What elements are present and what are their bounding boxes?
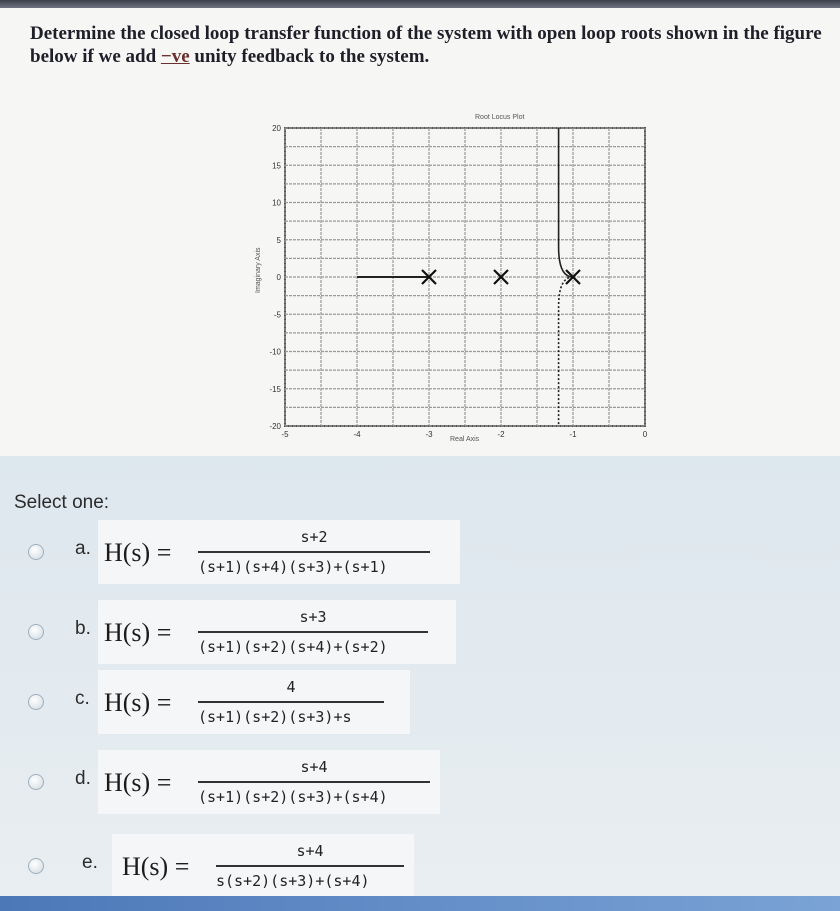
plot-ylabel: Imaginary Axis bbox=[255, 247, 262, 293]
option-a-numerator: s+2 bbox=[300, 528, 328, 546]
option-b-numerator: s+3 bbox=[299, 608, 327, 626]
option-c-letter: c. bbox=[75, 688, 90, 709]
option-e-denominator: s(s+2)(s+3)+(s+4) bbox=[216, 872, 370, 890]
option-e-numerator: s+4 bbox=[296, 842, 324, 860]
question-text bbox=[30, 22, 830, 68]
option-c-denominator: (s+1)(s+2)(s+3)+s bbox=[198, 708, 352, 726]
taskbar-strip bbox=[0, 896, 840, 911]
x-tick-label: -5 bbox=[281, 430, 289, 439]
x-tick-label: -4 bbox=[353, 430, 361, 439]
option-c[interactable] bbox=[0, 670, 840, 730]
option-d-formula bbox=[98, 750, 440, 814]
y-tick-label: 10 bbox=[272, 198, 281, 208]
option-c-lhs: H(s) = bbox=[104, 688, 172, 717]
plot-xlabel: Real Axis bbox=[450, 436, 480, 443]
option-d-numerator: s+4 bbox=[300, 758, 328, 776]
question-text-after: unity feedback to the system. bbox=[189, 46, 430, 67]
radio-option-e[interactable] bbox=[28, 858, 44, 874]
option-a-letter: a. bbox=[75, 538, 91, 559]
radio-option-a[interactable] bbox=[28, 544, 44, 560]
root-locus-figure bbox=[250, 108, 670, 453]
option-e-letter: e. bbox=[82, 852, 98, 873]
option-b[interactable] bbox=[0, 600, 840, 660]
option-a-fraction-line bbox=[198, 551, 430, 553]
option-a-denominator: (s+1)(s+4)(s+3)+(s+1) bbox=[198, 558, 388, 576]
plot-title: Root Locus Plot bbox=[475, 114, 525, 121]
option-e[interactable] bbox=[0, 834, 840, 894]
option-d-letter: d. bbox=[75, 768, 91, 789]
answer-panel bbox=[0, 456, 840, 911]
radio-option-d[interactable] bbox=[28, 774, 44, 790]
negative-feedback-mark: −ve bbox=[160, 46, 190, 67]
y-tick-label: 20 bbox=[272, 124, 281, 133]
option-d-lhs: H(s) = bbox=[104, 768, 172, 797]
option-b-fraction-line bbox=[198, 631, 428, 633]
option-b-letter: b. bbox=[75, 618, 91, 639]
y-tick-label: -15 bbox=[269, 384, 281, 394]
y-tick-label: 5 bbox=[276, 235, 281, 245]
option-e-lhs: H(s) = bbox=[122, 852, 190, 881]
option-c-numerator: 4 bbox=[286, 678, 296, 696]
y-tick-label: -5 bbox=[273, 310, 281, 320]
radio-option-c[interactable] bbox=[28, 694, 44, 710]
radio-option-b[interactable] bbox=[28, 624, 44, 640]
question-text-before: Determine the closed loop transfer function of the system with open loop roots shown in the figure below if we add bbox=[30, 23, 822, 67]
question-panel bbox=[0, 8, 840, 456]
option-b-denominator: (s+1)(s+2)(s+4)+(s+2) bbox=[198, 638, 388, 656]
option-c-fraction-line bbox=[198, 701, 384, 703]
option-b-lhs: H(s) = bbox=[104, 618, 172, 647]
y-tick-label: 0 bbox=[276, 273, 281, 282]
x-tick-label: 0 bbox=[642, 430, 648, 439]
y-tick-label: -10 bbox=[269, 347, 281, 357]
option-a-formula bbox=[98, 520, 460, 584]
y-tick-label: 15 bbox=[272, 161, 281, 171]
x-tick-label: -2 bbox=[497, 430, 505, 439]
option-d[interactable] bbox=[0, 750, 840, 810]
root-locus-plot bbox=[250, 108, 670, 453]
option-a[interactable] bbox=[0, 520, 840, 580]
option-c-formula bbox=[98, 670, 410, 734]
option-e-fraction-line bbox=[216, 865, 404, 867]
option-b-formula bbox=[98, 600, 456, 664]
x-tick-label: -3 bbox=[425, 430, 433, 439]
select-one-label: Select one: bbox=[14, 492, 110, 513]
option-d-denominator: (s+1)(s+2)(s+3)+(s+4) bbox=[198, 788, 388, 806]
option-a-lhs: H(s) = bbox=[104, 538, 172, 567]
y-tick-label: -20 bbox=[269, 422, 281, 431]
option-d-fraction-line bbox=[198, 781, 430, 783]
option-e-formula bbox=[112, 834, 414, 898]
x-tick-label: -1 bbox=[569, 430, 577, 439]
